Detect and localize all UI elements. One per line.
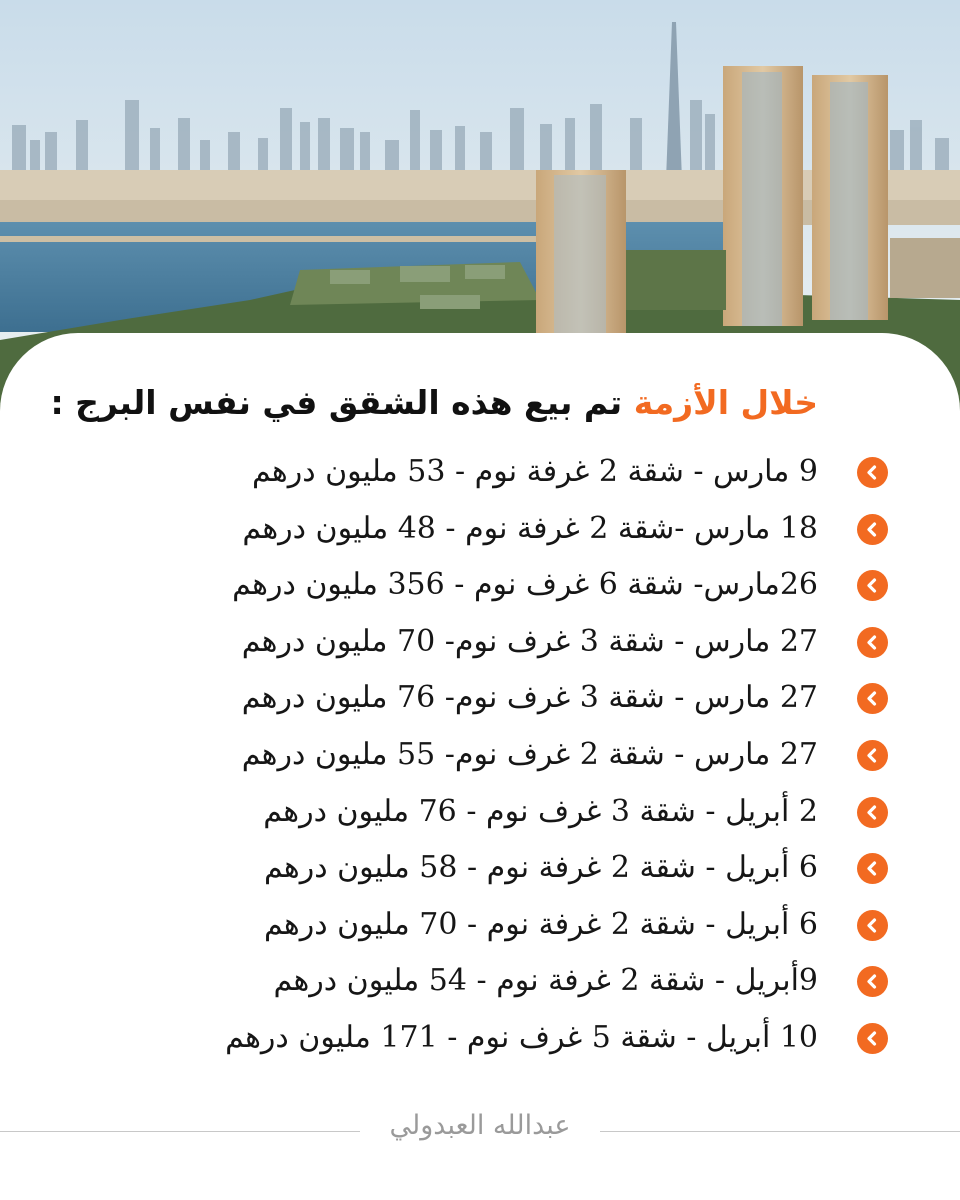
list-item (0, 559, 960, 616)
signature-divider-right (600, 1131, 960, 1132)
chevron-left-circle-icon (857, 627, 888, 658)
list-item-text: 18 مارس -شقة 2 غرفة نوم - 48 مليون درهم (242, 510, 818, 546)
list-item (0, 899, 960, 956)
list-item-text: 2 أبريل - شقة 3 غرف نوم - 76 مليون درهم (263, 793, 818, 829)
list-item-text: 10 أبريل - شقة 5 غرف نوم - 171 مليون درهم (225, 1019, 818, 1055)
chevron-left-circle-icon (857, 966, 888, 997)
list-item-text: 27 مارس - شقة 2 غرف نوم- 55 مليون درهم (241, 736, 818, 772)
chevron-left-circle-icon (857, 797, 888, 828)
heading (50, 383, 818, 422)
chevron-left-circle-icon (857, 740, 888, 771)
list-item-text: 27 مارس - شقة 3 غرف نوم- 70 مليون درهم (241, 623, 818, 659)
list-item-text: 6 أبريل - شقة 2 غرفة نوم - 58 مليون درهم (263, 850, 818, 886)
list-item (0, 729, 960, 786)
chevron-left-circle-icon (857, 683, 888, 714)
chevron-left-circle-icon (857, 853, 888, 884)
chevron-left-circle-icon (857, 457, 888, 488)
list-item (0, 786, 960, 843)
list-item-text: 26مارس- شقة 6 غرف نوم - 356 مليون درهم (232, 567, 818, 603)
list-item-text: 9 مارس - شقة 2 غرفة نوم - 53 مليون درهم (251, 454, 818, 489)
list-item-text: 6 أبريل - شقة 2 غرفة نوم - 70 مليون درهم (263, 906, 818, 942)
chevron-left-circle-icon (857, 570, 888, 601)
list-item-text: 27 مارس - شقة 3 غرف نوم- 76 مليون درهم (241, 680, 818, 716)
chevron-left-circle-icon (857, 910, 888, 941)
list-item (0, 1012, 960, 1069)
list-item (0, 955, 960, 1012)
list-item (0, 503, 960, 560)
signature-divider-left (0, 1131, 360, 1132)
list-item (0, 672, 960, 729)
chevron-left-circle-icon (857, 514, 888, 545)
signature: عبدالله العبدولي (389, 1110, 571, 1141)
list-item (0, 842, 960, 899)
list-item (0, 616, 960, 673)
chevron-left-circle-icon (857, 1023, 888, 1054)
sales-list (0, 446, 960, 1069)
heading-accent: خلال الأزمة (633, 383, 818, 422)
heading-rest: تم بيع هذه الشقق في نفس البرج : (50, 383, 634, 422)
list-item-text: 9أبريل - شقة 2 غرفة نوم - 54 مليون درهم (273, 963, 818, 999)
list-item (0, 446, 960, 503)
